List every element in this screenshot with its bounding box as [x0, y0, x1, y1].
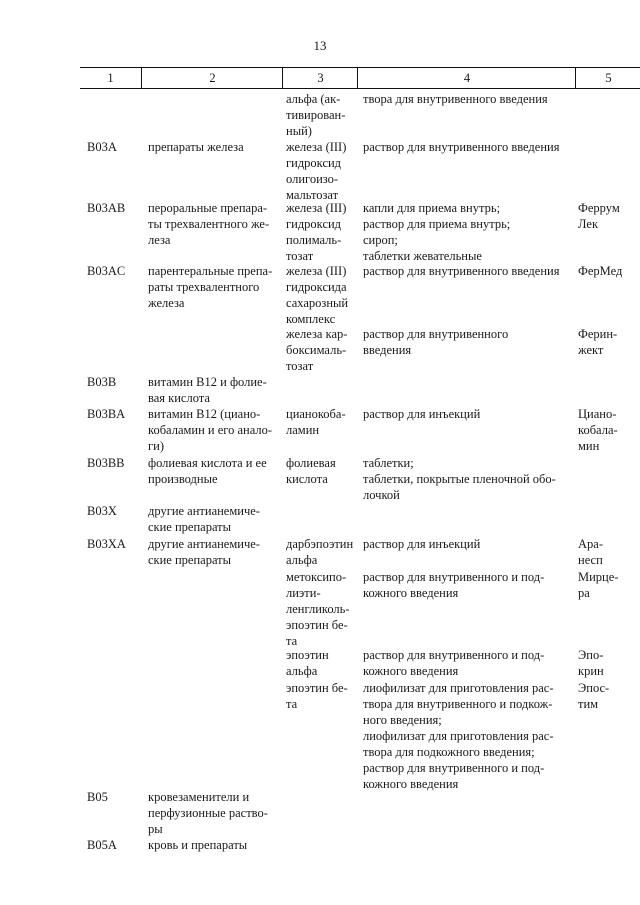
table-header-row	[80, 67, 640, 89]
drug-name-cell: цианокоба- ламин	[286, 407, 346, 437]
drug-name-cell: эпоэтин альфа	[286, 648, 329, 678]
trade-name-cell: Феррум Лек	[578, 201, 620, 231]
atc-group-cell: кровь и препараты	[148, 838, 248, 852]
atc-code-cell: B05	[87, 790, 108, 804]
atc-group-cell: другие антианемиче- ские препараты	[148, 504, 260, 534]
trade-name-cell: Ара- несп	[578, 537, 603, 567]
dosage-form-cell: таблетки; таблетки, покрытые пленочной обо- лочкой	[363, 456, 556, 502]
atc-code-cell: B05A	[87, 838, 117, 852]
atc-group-cell: препараты железа	[148, 140, 244, 154]
drug-name-cell: метоксипо- лиэти- ленгликоль- эпоэтин бе- та	[286, 570, 350, 648]
drug-name-cell: альфа (ак- тивирован- ный)	[286, 92, 346, 138]
drug-name-cell: эпоэтин бе- та	[286, 681, 348, 711]
dosage-form-cell: раствор для инъекций	[363, 537, 481, 551]
atc-code-cell: B03XA	[87, 537, 126, 551]
dosage-form-cell: раствор для внутривенного и под- кожного введения	[363, 570, 545, 600]
header-col-4: 4	[357, 68, 576, 88]
header-col-2: 2	[141, 68, 283, 88]
trade-name-cell: ФерМед	[578, 264, 623, 278]
trade-name-cell: Эпос- тим	[578, 681, 610, 711]
drug-name-cell: фолиевая кислота	[286, 456, 336, 486]
atc-group-cell: витамин В12 и фолие- вая кислота	[148, 375, 267, 405]
atc-code-cell: B03X	[87, 504, 117, 518]
drug-name-cell: железа (III) гидроксид полималь- тозат	[286, 201, 347, 263]
atc-code-cell: B03BB	[87, 456, 125, 470]
dosage-form-cell: раствор для инъекций	[363, 407, 481, 421]
trade-name-cell: Эпо- крин	[578, 648, 604, 678]
dosage-form-cell: раствор для внутривенного введения	[363, 140, 560, 154]
atc-group-cell: витамин В12 (циано- кобаламин и его анало- ги)	[148, 407, 273, 453]
atc-group-cell: другие антианемиче- ские препараты	[148, 537, 260, 567]
atc-code-cell: B03AB	[87, 201, 126, 215]
drug-name-cell: железа кар- боксималь- тозат	[286, 327, 348, 373]
atc-code-cell: B03B	[87, 375, 117, 389]
atc-group-cell: кровезаменители и перфузионные раство- ры	[148, 790, 268, 836]
drug-name-cell: железа (III) гидроксид олигоизо- мальтозат	[286, 140, 347, 202]
atc-code-cell: B03A	[87, 140, 117, 154]
drug-name-cell: железа (III) гидроксида сахарозный комплекс	[286, 264, 349, 326]
drug-name-cell: дарбэпоэтин альфа	[286, 537, 354, 567]
header-col-3: 3	[282, 68, 358, 88]
header-col-1: 1	[107, 71, 114, 85]
dosage-form-cell: раствор для внутривенного введения	[363, 327, 509, 357]
header-col-5: 5	[575, 68, 640, 88]
atc-group-cell: фолиевая кислота и ее производные	[148, 456, 267, 486]
trade-name-cell: Циано- кобала- мин	[578, 407, 618, 453]
page-number: 13	[313, 38, 327, 53]
trade-name-cell: Мирце- ра	[578, 570, 619, 600]
atc-code-cell: B03AC	[87, 264, 126, 278]
atc-group-cell: пероральные препара- ты трехвалентного же- леза	[148, 201, 270, 247]
dosage-form-cell: лиофилизат для приготовления рас- твора для внутривенного и подкож- ного введения; лиофилизат для приготовления рас- твора для подкожного введения; раствор для внутривенного и под- кожного введения	[363, 681, 554, 791]
dosage-form-cell: раствор для внутривенного и под- кожного введения	[363, 648, 545, 678]
dosage-form-cell: твора для внутривенного введения	[363, 92, 548, 106]
atc-group-cell: парентеральные препа- раты трехвалентного железа	[148, 264, 273, 310]
trade-name-cell: Ферин- жект	[578, 327, 618, 357]
dosage-form-cell: раствор для внутривенного введения	[363, 264, 560, 278]
atc-code-cell: B03BA	[87, 407, 126, 421]
dosage-form-cell: капли для приема внутрь; раствор для приема внутрь; сироп; таблетки жевательные	[363, 201, 511, 263]
